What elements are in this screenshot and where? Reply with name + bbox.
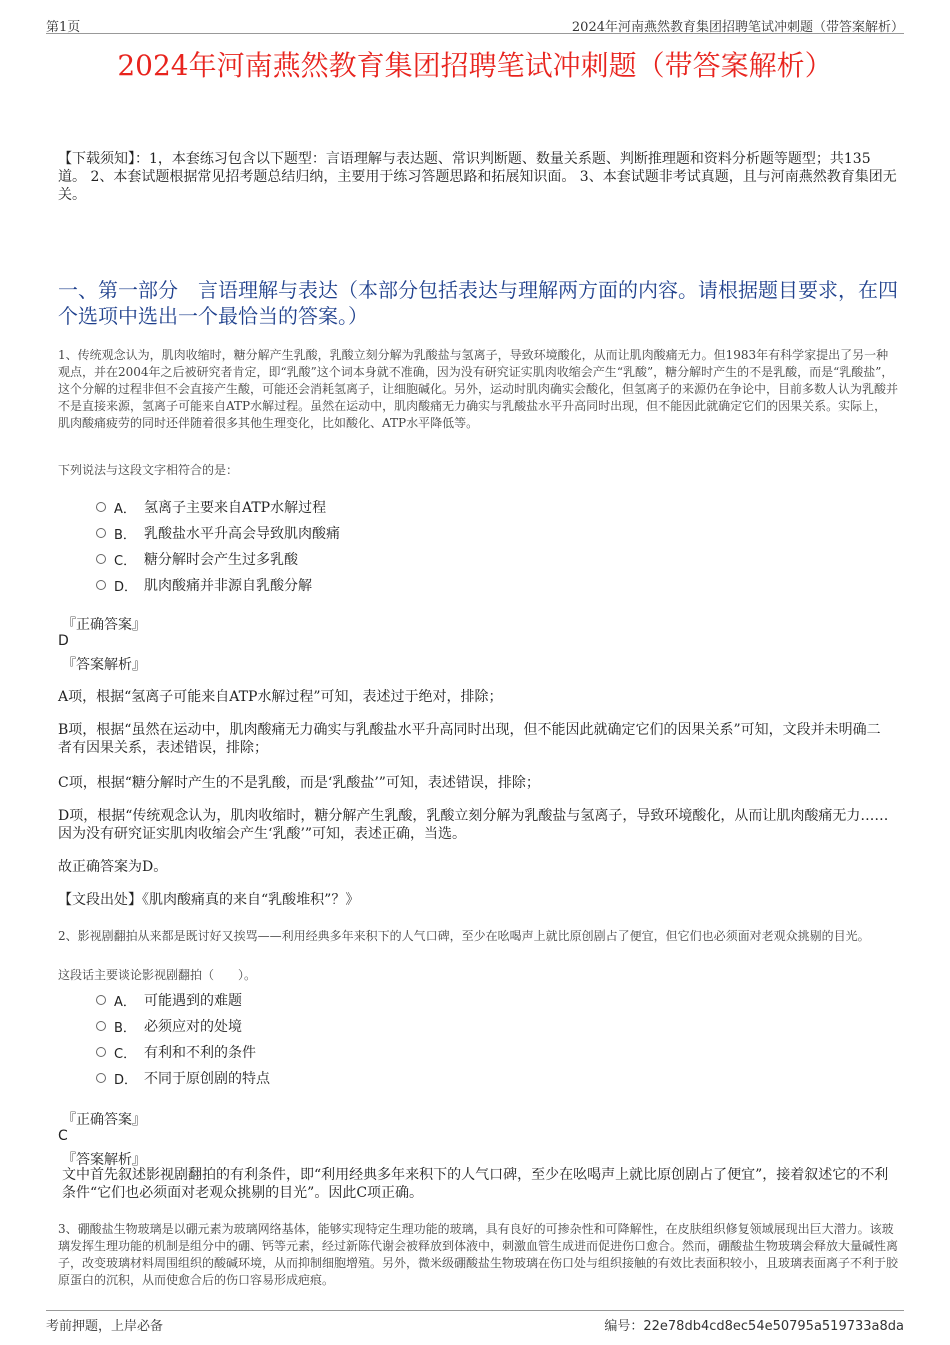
- section-title: 一、第一部分 言语理解与表达（本部分包括表达与理解两方面的内容。请根据题目要求，在四个选项中选出一个最恰当的答案。）: [58, 278, 898, 328]
- option-text: 氢离子主要来自ATP水解过程: [144, 500, 327, 516]
- page-title: 2024年河南燕然教育集团招聘笔试冲刺题（带答案解析）: [117, 49, 833, 82]
- question-2-analysis: 文中首先叙述影视剧翻拍的有利条件，即“利用经典多年来积下的人气口碑，至少在吆喝声上就比原创剧占了便宜”，接着叙述它的不利条件“它们也必须面对老观众挑剔的目光”。因此C项正确。: [62, 1167, 889, 1201]
- question-1-conclusion: 故正确答案为D。: [58, 859, 168, 875]
- radio-icon[interactable]: [96, 1073, 106, 1083]
- question-1-option-b[interactable]: [96, 523, 340, 543]
- question-2-option-a[interactable]: [96, 990, 242, 1010]
- question-1-option-a[interactable]: [96, 497, 326, 517]
- question-1-analysis-d: D项，根据“传统观念认为，肌肉收缩时，糖分解产生乳酸，乳酸立刻分解为乳酸盐与氢离子，导致环境酸化，从而让肌肉酸痛无力……因为没有研究证实肌肉收缩会产生‘乳酸’”可知，表述正确，当选。: [58, 808, 889, 842]
- option-letter: D．: [114, 579, 138, 595]
- question-1-option-c[interactable]: [96, 549, 298, 569]
- option-text: 不同于原创剧的特点: [144, 1071, 270, 1087]
- header-page-number: 第1页: [46, 20, 81, 35]
- footer-code-label: 编号：: [604, 1319, 644, 1334]
- question-2-text: 2、影视剧翻拍从来都是既讨好又挨骂——利用经典多年来积下的人气口碑，至少在吆喝声上就比原创剧占了便宜，但它们也必须面对老观众挑剔的目光。: [58, 929, 870, 943]
- radio-icon[interactable]: [96, 502, 106, 512]
- option-text: 可能遇到的难题: [144, 993, 242, 1009]
- option-text: 糖分解时会产生过多乳酸: [144, 552, 298, 568]
- radio-icon[interactable]: [96, 1047, 106, 1057]
- question-2-answer-label: 『正确答案』: [62, 1112, 146, 1128]
- footer-slogan: 考前押题，上岸必备: [46, 1319, 164, 1334]
- radio-icon[interactable]: [96, 554, 106, 564]
- question-2-analysis-label: 『答案解析』: [62, 1152, 146, 1168]
- question-1-analysis-a: A项，根据“氢离子可能来自ATP水解过程”可知，表述过于绝对，排除；: [58, 689, 503, 705]
- question-1-analysis-b: B项，根据“虽然在运动中，肌肉酸痛无力确实与乳酸盐水平升高同时出现，但不能因此就确定它们的因果关系”可知，文段并未明确二者有因果关系，表述错误，排除；: [58, 722, 881, 756]
- option-letter: C．: [114, 553, 137, 569]
- option-text: 必须应对的处境: [144, 1019, 242, 1035]
- footer-code: [604, 1315, 904, 1334]
- question-1-analysis-c: C项，根据“糖分解时产生的不是乳酸，而是‘乳酸盐’”可知，表述错误，排除；: [58, 775, 540, 791]
- option-letter: A．: [114, 994, 136, 1010]
- option-letter: B．: [114, 1020, 136, 1036]
- question-1-answer-label: 『正确答案』: [62, 617, 146, 633]
- option-letter: A．: [114, 501, 136, 517]
- question-1-text: 1、传统观念认为，肌肉收缩时，糖分解产生乳酸，乳酸立刻分解为乳酸盐与氢离子，导致环境酸化，从而让肌肉酸痛无力。但1983年有科学家提出了另一种观点，并在2004年之后被研究者肯定，即“乳酸”这个词本身就不准确，因为没有研究证实肌肉收缩会产生“乳酸”，糖分解时产生的不是乳酸，而是“乳酸盐”，这个分解的过程非但不会直接产生酸，可能还会消耗氢离子，让细胞碱化。另外，运动时肌肉确实会酸化，但氢离子的来源仍在争论中，目前多数人认为乳酸并不是直接来源，氢离子可能来自ATP水解过程。虽然在运动中，肌肉酸痛无力确实与乳酸盐水平升高同时出现，但不能因此就确定它们的因果关系。实际上，肌肉酸痛疲劳的同时还伴随着很多其他生理变化，比如酸化、ATP水平降低等。: [58, 348, 899, 430]
- radio-icon[interactable]: [96, 580, 106, 590]
- question-2-option-d[interactable]: [96, 1068, 270, 1088]
- option-letter: D．: [114, 1072, 138, 1088]
- footer-divider: [46, 1310, 904, 1311]
- question-1-option-d[interactable]: [96, 575, 312, 595]
- option-text: 有利和不利的条件: [144, 1045, 256, 1061]
- question-1-prompt: 下列说法与这段文字相符合的是：: [58, 463, 239, 477]
- question-1-source: 【文段出处】《肌肉酸痛真的来自“乳酸堆积”？》: [58, 892, 360, 908]
- option-letter: C．: [114, 1046, 137, 1062]
- footer-code-value: 22e78db4cd8ec54e50795a519733a8da: [643, 1319, 904, 1334]
- header-doc-title: 2024年河南燕然教育集团招聘笔试冲刺题（带答案解析）: [571, 20, 904, 35]
- option-text: 肌肉酸痛并非源自乳酸分解: [144, 578, 312, 594]
- radio-icon[interactable]: [96, 1021, 106, 1031]
- question-2-prompt: 这段话主要谈论影视剧翻拍（ ）。: [58, 968, 257, 982]
- download-notice: 【下载须知】：1，本套练习包含以下题型：言语理解与表达题、常识判断题、数量关系题、判断推理题和资料分析题等题型；共135道。 2、本套试题根据常见招考题总结归纳，主要用于练习答题思路和拓展知识面。 3、本套试题非考试真题，且与河南燕然教育集团无关。: [58, 151, 897, 203]
- radio-icon[interactable]: [96, 528, 106, 538]
- radio-icon[interactable]: [96, 995, 106, 1005]
- question-1-analysis-label: 『答案解析』: [62, 657, 146, 673]
- question-1-answer: D: [58, 633, 69, 649]
- question-2-option-b[interactable]: [96, 1016, 242, 1036]
- option-letter: B．: [114, 527, 136, 543]
- question-2-option-c[interactable]: [96, 1042, 256, 1062]
- question-3-text: 3、硼酸盐生物玻璃是以硼元素为玻璃网络基体，能够实现特定生理功能的玻璃，具有良好的可掺杂性和可降解性，在皮肤组织修复领域展现出巨大潜力。该玻璃发挥生理功能的机制是组分中的硼、钙等元素，经过新陈代谢会被释放到体液中，刺激血管生成进而促进伤口愈合。然而，硼酸盐生物玻璃会释放大量碱性离子，改变玻璃材料周围组织的酸碱环境，从而抑制细胞增殖。另外，微米级硼酸盐生物玻璃在伤口处与组织接触的有效比表面积较小，且玻璃表面离子不利于胶原蛋白的沉积，从而使愈合后的伤口容易形成疤痕。: [58, 1222, 899, 1287]
- question-2-answer: C: [58, 1128, 68, 1144]
- option-text: 乳酸盐水平升高会导致肌肉酸痛: [144, 526, 340, 542]
- header-divider: [46, 33, 904, 34]
